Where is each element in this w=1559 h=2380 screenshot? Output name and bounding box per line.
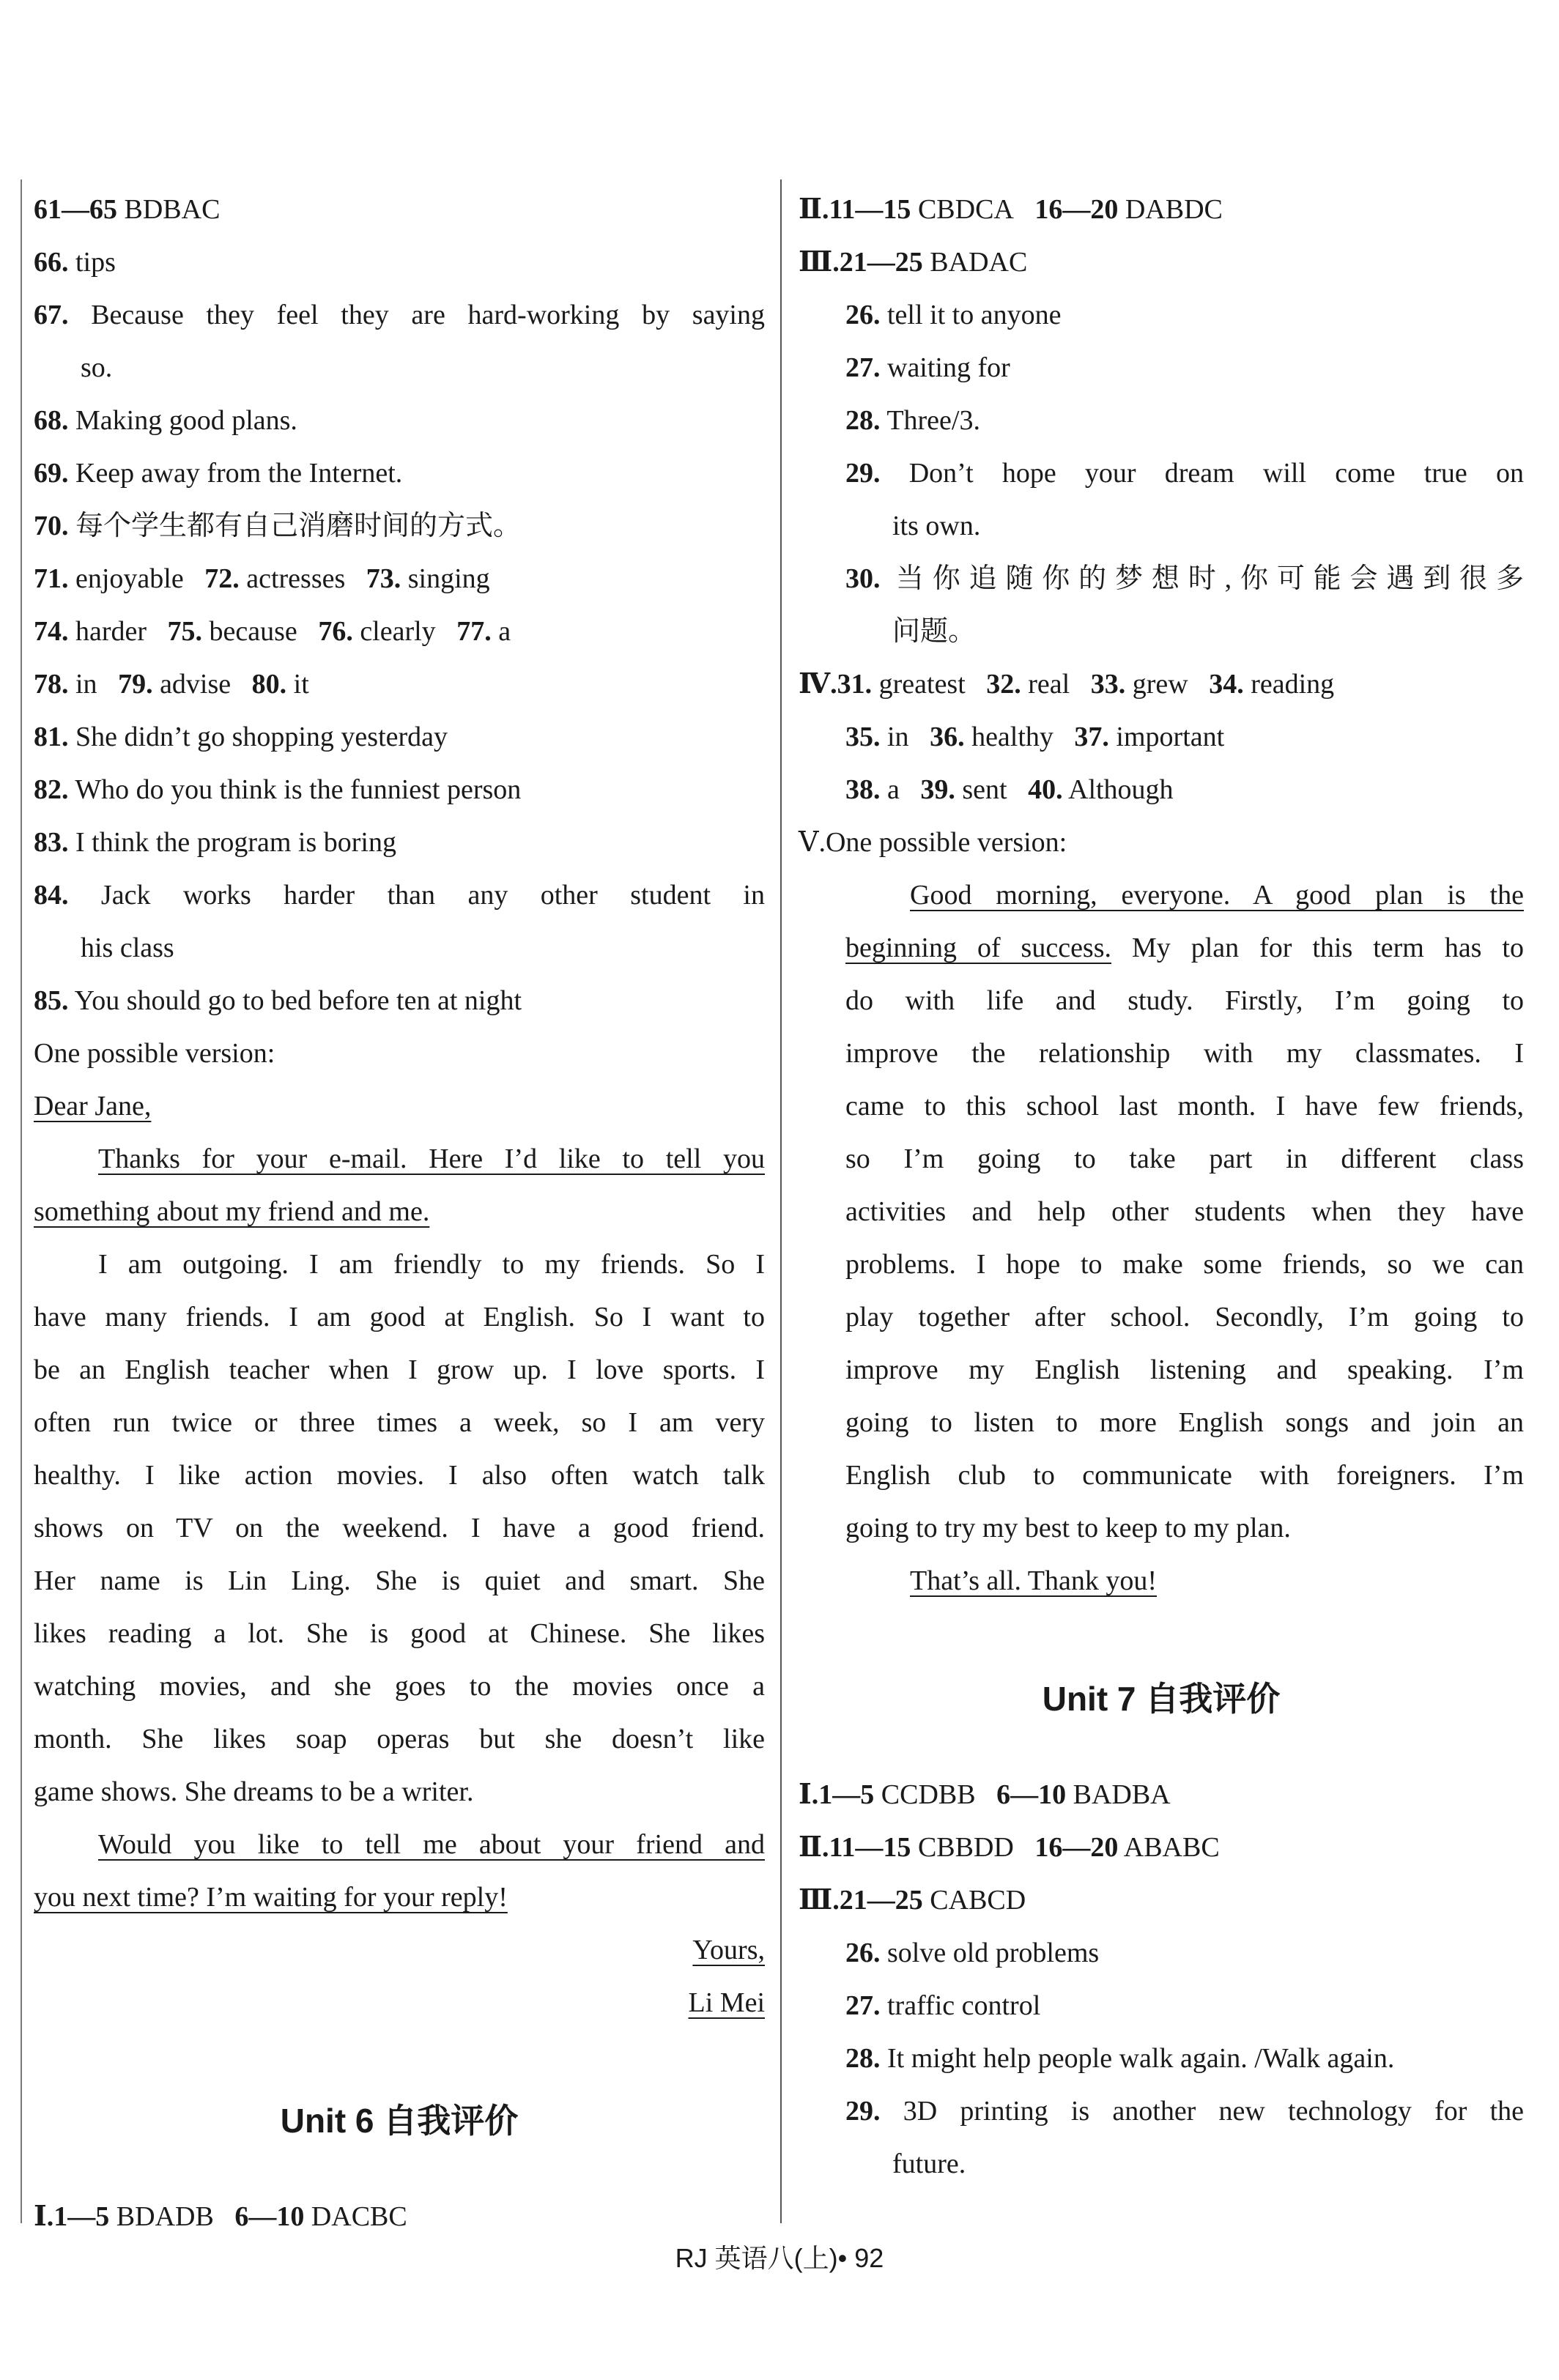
letter-line: something about my friend and me. — [34, 1196, 430, 1227]
essay-line: problems. I hope to make some friends, so we can — [845, 1249, 1524, 1280]
unit-heading: Unit 7 自我评价 — [1042, 1680, 1281, 1718]
answer-line: Ⅲ.21—25 CABCD — [799, 1885, 1026, 1916]
letter-closing: Yours, — [692, 1935, 765, 1965]
answer-line: 74. harder 75. because 76. clearly 77. a — [34, 616, 511, 647]
letter-line: month. She likes soap operas but she doesn’t like — [34, 1724, 765, 1754]
version-label: Ⅴ.One possible version: — [799, 827, 1067, 858]
letter-line: shows on TV on the weekend. I have a good friend. — [34, 1513, 765, 1543]
answer-line: 67. Because they feel they are hard-working by saying — [34, 300, 765, 330]
answer-line: 70. 每个学生都有自己消磨时间的方式。 — [34, 511, 522, 541]
answer-line: 66. tips — [34, 247, 116, 278]
answer-line: 84. Jack works harder than any other student in — [34, 880, 765, 911]
essay-line: going to listen to more English songs and join an — [845, 1407, 1524, 1438]
letter-line: often run twice or three times a week, so I am very — [34, 1407, 765, 1438]
answer-line: Ⅰ.1—5 CCDBB 6—10 BADBA — [799, 1779, 1171, 1810]
answer-line: Ⅳ.31. greatest 32. real 33. grew 34. reading — [799, 669, 1335, 700]
column-divider — [780, 179, 782, 2223]
unit-heading: Unit 6 自我评价 — [280, 2102, 519, 2140]
essay-line: came to this school last month. I have few friends, — [845, 1091, 1524, 1122]
essay-line: activities and help other students when they have — [845, 1196, 1524, 1227]
answer-line: 28. Three/3. — [845, 405, 980, 436]
letter-line: healthy. I like action movies. I also often watch talk — [34, 1460, 765, 1491]
essay-line: improve the relationship with my classmates. I — [845, 1038, 1524, 1069]
answer-line-cont: his class — [81, 933, 174, 963]
answer-line: 68. Making good plans. — [34, 405, 297, 436]
answer-line: 85. You should go to bed before ten at night — [34, 985, 522, 1016]
answer-line: 61—65 BDBAC — [34, 194, 221, 225]
letter-line: Thanks for your e-mail. Here I’d like to tell you — [98, 1143, 765, 1174]
page-footer: RJ 英语八(上)• 92 — [675, 2243, 884, 2273]
answer-line: 82. Who do you think is the funniest person — [34, 774, 522, 805]
answer-line: 78. in 79. advise 80. it — [34, 669, 309, 700]
letter-signature: Li Mei — [688, 1987, 765, 2018]
answer-line: 28. It might help people walk again. /Walk again. — [845, 2043, 1395, 2074]
essay-closing: That’s all. Thank you! — [910, 1565, 1158, 1596]
left-column — [34, 183, 765, 2243]
answer-line: 69. Keep away from the Internet. — [34, 458, 403, 489]
letter-line: Her name is Lin Ling. She is quiet and smart. She — [34, 1565, 765, 1596]
letter-line: game shows. She dreams to be a writer. — [34, 1776, 474, 1807]
essay-line: beginning of success. My plan for this term has to — [845, 933, 1524, 963]
essay-line: do with life and study. Firstly, I’m going to — [845, 985, 1524, 1016]
answer-line-cont: its own. — [892, 511, 981, 541]
essay-line: improve my English listening and speaking. I’m — [845, 1354, 1524, 1385]
letter-line: be an English teacher when I grow up. I love sports. I — [34, 1354, 765, 1385]
essay-line: so I’m going to take part in different class — [845, 1143, 1524, 1174]
version-label: One possible version: — [34, 1038, 275, 1069]
essay-line: play together after school. Secondly, I’m going to — [845, 1302, 1524, 1332]
answer-line: 30. 当你追随你的梦想时,你可能会遇到很多 — [845, 563, 1524, 594]
answer-line-cont: future. — [892, 2149, 966, 2179]
answer-line: 27. waiting for — [845, 352, 1010, 383]
letter-salutation: Dear Jane, — [34, 1091, 152, 1122]
answer-line-cont: 问题。 — [892, 616, 977, 647]
essay-line: Good morning, everyone. A good plan is the — [910, 880, 1524, 911]
letter-line: you next time? I’m waiting for your reply! — [34, 1882, 508, 1913]
answer-line: Ⅲ.21—25 BADAC — [799, 247, 1028, 278]
letter-line: watching movies, and she goes to the movies once a — [34, 1671, 765, 1702]
answer-line: Ⅱ.11—15 CBBDD 16—20 ABABC — [799, 1832, 1220, 1863]
answer-line: Ⅰ.1—5 BDADB 6—10 DACBC — [34, 2201, 407, 2232]
answer-line: 38. a 39. sent 40. Although — [845, 774, 1174, 805]
answer-line: Ⅱ.11—15 CBDCA 16—20 DABDC — [799, 194, 1223, 225]
answer-line: 26. tell it to anyone — [845, 300, 1062, 330]
letter-line: likes reading a lot. She is good at Chinese. She likes — [34, 1618, 765, 1649]
answer-line: 27. traffic control — [845, 1990, 1041, 2021]
essay-line: English club to communicate with foreigners. I’m — [845, 1460, 1524, 1491]
answer-line: 29. 3D printing is another new technology for the — [845, 2096, 1524, 2127]
essay-line: going to try my best to keep to my plan. — [845, 1513, 1291, 1543]
letter-line: I am outgoing. I am friendly to my friends. So I — [98, 1249, 765, 1280]
answer-line: 83. I think the program is boring — [34, 827, 396, 858]
right-column — [799, 183, 1524, 2190]
answer-line: 35. in 36. healthy 37. important — [845, 722, 1225, 752]
letter-line: have many friends. I am good at English. So I want to — [34, 1302, 765, 1332]
page-edge-line — [21, 179, 22, 2223]
answer-line: 81. She didn’t go shopping yesterday — [34, 722, 448, 752]
answer-line: 71. enjoyable 72. actresses 73. singing — [34, 563, 490, 594]
answer-line-cont: so. — [81, 352, 113, 383]
answer-line: 26. solve old problems — [845, 1938, 1100, 1968]
answer-line: 29. Don’t hope your dream will come true on — [845, 458, 1524, 489]
letter-line: Would you like to tell me about your friend and — [98, 1829, 765, 1860]
